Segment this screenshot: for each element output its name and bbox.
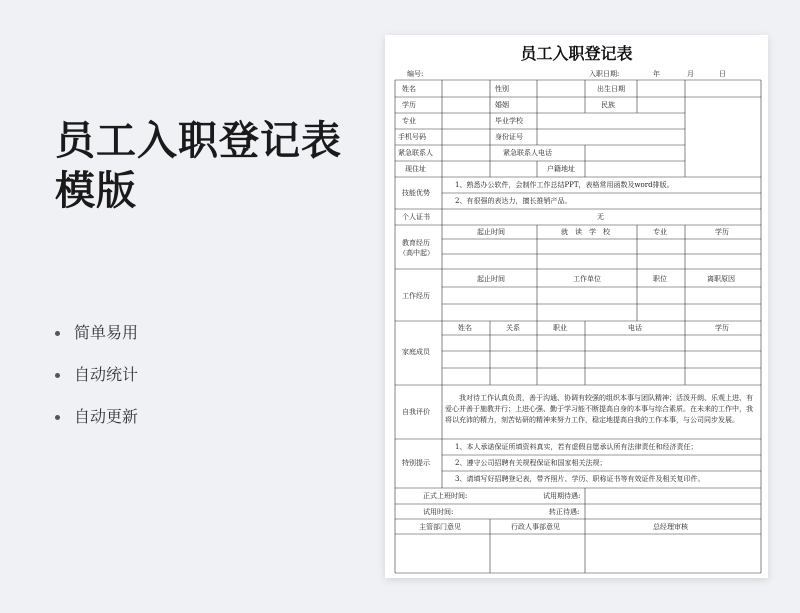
month-label: 月 (687, 70, 694, 78)
work-header: 职位 (653, 275, 667, 283)
household-address-label: 户籍地址 (547, 165, 575, 173)
feature-label: 自动统计 (74, 365, 139, 384)
work-header: 离职原因 (707, 275, 735, 283)
bullet-dot-icon (55, 415, 60, 420)
work-label: 工作经历 (402, 292, 430, 300)
self-eval-text: 我对待工作认真负责，善于沟通、协调有较强的组织本事与团队精神；活泼开朗、乐观上进、有爱心并善于施教并行；上进心强、勤于学习能不断提高自身的本事与综合素质。在未来的工作中，我将以充沛的精力，刻苦钻研的精神来努力工作，稳定地提高自我的工作本事，与公司同步发展。 (445, 394, 753, 424)
current-address-label: 现住址 (405, 165, 426, 173)
edu-header: 就 读 学 校 (561, 228, 610, 236)
feature-label: 简单易用 (74, 323, 139, 342)
birth-date-label: 出生日期 (597, 85, 625, 93)
major-label: 专业 (402, 117, 416, 125)
family-header: 姓名 (458, 324, 472, 332)
feature-label: 自动更新 (74, 407, 139, 426)
entry-date-label: 入职日期: (589, 70, 620, 78)
family-header: 学历 (715, 324, 729, 332)
skill-item: 1、熟悉办公软件，会制作工作总结PPT，表格常用函数及word排版。 (455, 181, 674, 189)
marriage-label: 婚姻 (495, 101, 509, 109)
feature-item (55, 396, 138, 438)
hero (55, 116, 375, 216)
skills-label: 技能优势 (402, 189, 430, 197)
dept-opinion-label: 主管部门意见 (419, 523, 461, 531)
day-label: 日 (719, 70, 726, 78)
feature-item (55, 312, 138, 354)
id-number-label: 身份证号 (495, 133, 523, 141)
edu-header: 专业 (653, 228, 667, 236)
form-title: 员工入职登记表 (520, 44, 633, 63)
special-item: 1、本人承诺保证所填资料真实，若有虚假自愿承认所有法律责任和经济责任； (455, 443, 698, 451)
gender-label: 性别 (495, 85, 509, 93)
emergency-contact-label: 紧急联系人 (398, 149, 433, 157)
work-header: 工作单位 (573, 275, 601, 283)
year-label: 年 (653, 70, 660, 78)
self-eval-label: 自我评价 (402, 408, 430, 416)
skill-item: 2、有很强的表达力，擅长推销产品。 (455, 197, 572, 205)
work-header: 起止时间 (477, 275, 505, 283)
gm-review-label: 总经理审核 (653, 523, 688, 531)
name-label: 姓名 (402, 85, 416, 93)
phone-label: 手机号码 (398, 133, 426, 141)
certificate-label: 个人证书 (402, 213, 430, 221)
probation-pay-label: 试用期待遇: (543, 492, 581, 500)
regular-pay-label: 转正待遇: (549, 508, 580, 516)
serial-label: 编号: (407, 70, 424, 78)
family-label: 家庭成员 (402, 348, 430, 356)
family-header: 关系 (506, 324, 520, 332)
family-header: 职业 (553, 324, 567, 332)
ethnicity-label: 民族 (601, 101, 615, 109)
feature-list (55, 312, 138, 438)
graduate-school-label: 毕业学校 (495, 117, 523, 125)
feature-item (55, 354, 138, 396)
form-document (385, 35, 768, 578)
edu-history-sublabel: （高中起） (399, 249, 434, 257)
edu-header: 学历 (715, 228, 729, 236)
hero-title-line1: 员工入职登记表 (55, 118, 342, 164)
bullet-dot-icon (55, 331, 60, 336)
special-item: 2、遵守公司招聘有关规程保证和国家相关法规； (455, 459, 607, 467)
bullet-dot-icon (55, 373, 60, 378)
family-header: 电话 (628, 324, 642, 332)
emergency-phone-label: 紧急联系人电话 (503, 149, 552, 157)
probation-time-label: 试用时间: (423, 508, 454, 516)
edu-header: 起止时间 (477, 228, 505, 236)
hero-title-line2: 模版 (55, 168, 137, 214)
edu-history-label: 教育经历 (402, 239, 430, 247)
special-label: 特别提示 (402, 459, 430, 467)
education-label: 学历 (402, 101, 416, 109)
special-item: 3、请填写好招聘登记表，带齐照片、学历、职称证书等有效证件及相关复印件。 (455, 475, 705, 483)
hr-opinion-label: 行政人事部意见 (511, 523, 560, 531)
certificate-value: 无 (597, 213, 604, 221)
formal-date-label: 正式上班时间: (423, 492, 468, 500)
